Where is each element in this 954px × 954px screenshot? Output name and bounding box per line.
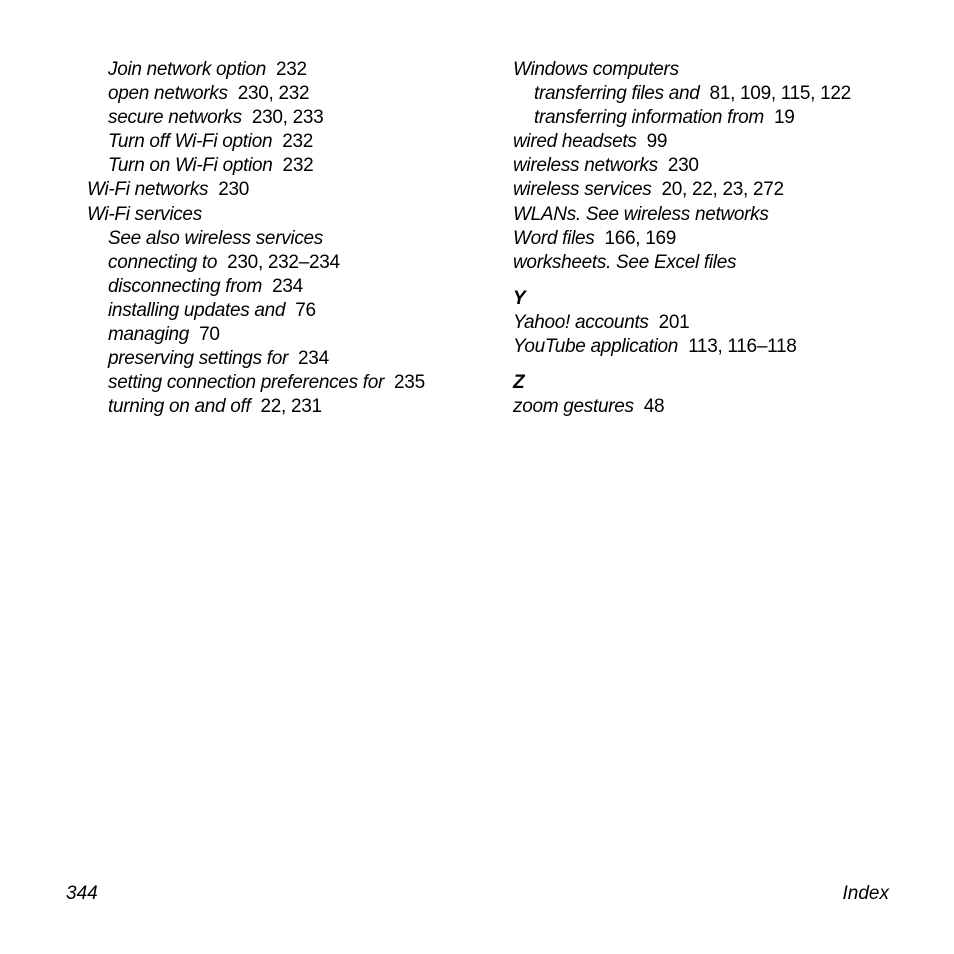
index-entry bbox=[513, 395, 913, 419]
index-term: worksheets. See Excel files bbox=[513, 251, 737, 273]
index-entry bbox=[513, 335, 913, 359]
index-term: wireless networks bbox=[513, 155, 658, 177]
index-entry bbox=[87, 227, 487, 251]
footer-section-title: Index bbox=[842, 883, 889, 904]
index-entry bbox=[87, 299, 487, 323]
index-entry bbox=[87, 395, 487, 419]
index-entry bbox=[87, 371, 487, 395]
index-entry bbox=[513, 130, 913, 154]
index-term: Turn off Wi-Fi option bbox=[108, 131, 273, 153]
index-term: YouTube application bbox=[513, 335, 679, 357]
footer-page-number: 344 bbox=[66, 883, 98, 904]
index-entry bbox=[513, 82, 913, 106]
index-term: Windows computers bbox=[513, 59, 679, 80]
index-entry bbox=[87, 323, 487, 347]
index-term: See also wireless services bbox=[108, 227, 324, 249]
index-pages: 232 bbox=[282, 155, 314, 177]
index-entry bbox=[87, 130, 487, 154]
index-term: Join network option bbox=[108, 59, 267, 80]
index-term: transferring information from bbox=[534, 107, 764, 129]
index-term: zoom gestures bbox=[513, 396, 634, 418]
index-entry bbox=[87, 251, 487, 275]
index-term: open networks bbox=[108, 83, 228, 105]
index-entry bbox=[87, 203, 487, 227]
index-entry bbox=[87, 82, 487, 106]
index-pages: 234 bbox=[272, 275, 303, 297]
index-term: turning on and off bbox=[108, 396, 251, 418]
index-term: transferring files and bbox=[534, 83, 700, 105]
index-term: setting connection preferences for bbox=[108, 372, 385, 394]
index-term: installing updates and bbox=[108, 299, 286, 321]
index-pages: 22, 231 bbox=[260, 396, 322, 418]
index-entry bbox=[87, 154, 487, 178]
index-pages: 230, 233 bbox=[251, 107, 324, 129]
index-pages: 48 bbox=[643, 396, 665, 418]
index-pages: 166, 169 bbox=[604, 227, 677, 249]
index-pages: 99 bbox=[646, 131, 668, 153]
index-pages: 234 bbox=[298, 348, 329, 370]
index-entry bbox=[87, 178, 487, 202]
index-letter-heading-z: Z bbox=[513, 372, 525, 394]
index-pages: 70 bbox=[199, 324, 220, 346]
index-term: WLANs. See wireless networks bbox=[513, 203, 769, 225]
index-term: Turn on Wi-Fi option bbox=[108, 155, 273, 177]
index-letter-heading-y: Y bbox=[513, 287, 526, 309]
index-entry bbox=[513, 106, 913, 130]
index-pages: 201 bbox=[658, 311, 690, 333]
index-entry bbox=[87, 58, 487, 82]
index-pages: 230, 232–234 bbox=[227, 251, 340, 273]
index-pages: 232 bbox=[282, 131, 314, 153]
index-term: Wi-Fi networks bbox=[87, 179, 209, 201]
index-pages: 235 bbox=[394, 372, 425, 394]
index-entry bbox=[513, 154, 913, 178]
index-entry bbox=[87, 106, 487, 130]
index-entry bbox=[513, 58, 913, 82]
index-term: secure networks bbox=[108, 107, 242, 129]
index-pages: 230 bbox=[667, 155, 699, 177]
index-pages: 76 bbox=[295, 299, 316, 321]
index-entry bbox=[513, 311, 913, 335]
index-pages: 113, 116–118 bbox=[688, 335, 797, 357]
index-entry bbox=[513, 178, 913, 202]
index-term: preserving settings for bbox=[108, 348, 289, 370]
index-pages: 81, 109, 115, 122 bbox=[709, 83, 851, 105]
index-entry bbox=[87, 347, 487, 371]
index-term: Yahoo! accounts bbox=[513, 311, 649, 333]
index-term: managing bbox=[108, 324, 190, 346]
index-pages: 19 bbox=[773, 107, 795, 129]
index-entry bbox=[87, 275, 487, 299]
index-pages: 230 bbox=[218, 179, 250, 201]
index-column-left bbox=[87, 58, 487, 419]
index-pages: 230, 232 bbox=[237, 83, 310, 105]
index-term: disconnecting from bbox=[108, 275, 263, 297]
index-entry bbox=[513, 203, 913, 227]
index-term: Wi-Fi services bbox=[87, 203, 202, 225]
index-term: wireless services bbox=[513, 179, 652, 201]
index-entry bbox=[513, 251, 913, 275]
index-pages: 20, 22, 23, 272 bbox=[661, 179, 784, 201]
index-pages: 232 bbox=[276, 59, 307, 80]
index-entry bbox=[513, 227, 913, 251]
index-term: connecting to bbox=[108, 251, 218, 273]
index-term: Word files bbox=[513, 227, 595, 249]
index-column-right bbox=[513, 58, 913, 419]
index-term: wired headsets bbox=[513, 131, 637, 153]
